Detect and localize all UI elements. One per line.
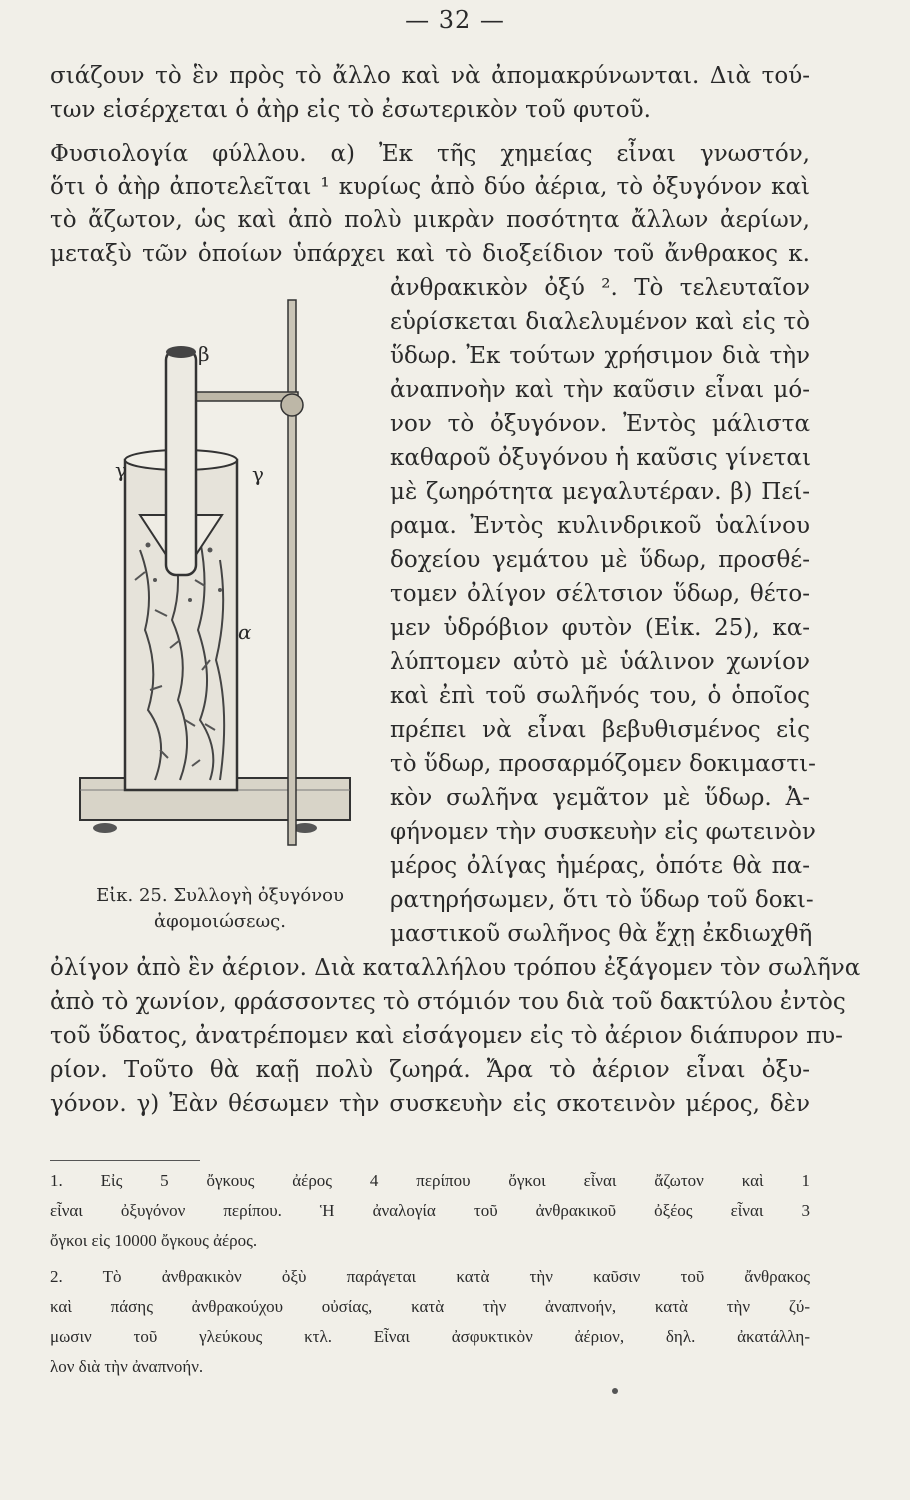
text-line: Φυσιολογία φύλλου. α) Ἐκ τῆς χημείας εἶναι γνωστόν, <box>50 141 810 167</box>
footnote-line: 1. Εἰς 5 ὄγκους ἀέρος 4 περίπου ὄγκοι εἶναι ἄζωτον καὶ 1 <box>50 1171 810 1190</box>
text-line: ὅτι ὁ ἀὴρ ἀποτελεῖται ¹ κυρίως ἀπὸ δύο ἀέρια, τὸ ὀξυγόνον καὶ <box>50 174 810 200</box>
text-line: εὑρίσκεται διαλελυμένον καὶ εἰς τὸ <box>390 309 810 335</box>
text-line: τὸ ὕδωρ, προσαρμόζομεν δοκιμαστι- <box>390 751 816 777</box>
text-line: καὶ ἐπὶ τοῦ σωλῆνός του, ὁ ὁποῖος <box>390 683 810 709</box>
text-line: κὸν σωλῆνα γεμᾶτον μὲ ὕδωρ. Ἀ- <box>390 785 810 811</box>
footnote-line: εἶναι ὀξυγόνον περίπου. Ἡ ἀναλογία τοῦ ἀνθρακικοῦ ὀξέος εἶναι 3 <box>50 1201 810 1220</box>
text-line: τὸ ἄζωτον, ὡς καὶ ἀπὸ πολὺ μικρὰν ποσότητα ἄλλων ἀερίων, <box>50 207 810 233</box>
text-line: ἀνθρακικὸν ὀξύ ². Τὸ τελευταῖον <box>390 275 810 301</box>
text-line: ὕδωρ. Ἐκ τούτων χρήσιμον διὰ τὴν <box>390 343 810 369</box>
text-line: ἀπὸ τὸ χωνίον, φράσσοντες τὸ στόμιόν του διὰ τοῦ δακτύλου ἐντὸς <box>50 989 846 1015</box>
text-line: πρέπει νὰ εἶναι βεβυθισμένος εἰς <box>390 717 810 743</box>
stand-rod <box>288 300 296 845</box>
footnote-line: 2. Τὸ ἀνθρακικὸν ὀξὺ παράγεται κατὰ τὴν καῦσιν τοῦ ἄνθρακος <box>50 1267 810 1286</box>
label-a: α <box>238 620 252 644</box>
figure-caption: ἀφομοιώσεως. <box>154 911 286 932</box>
text-line: τοῦ ὕδατος, ἀνατρέπομεν καὶ εἰσάγομεν εἰς τὸ ἀέριον διάπυρον πυ- <box>50 1023 843 1049</box>
test-tube <box>166 350 196 575</box>
tube-opening <box>166 346 196 358</box>
label-g-right: γ <box>252 462 264 486</box>
text-line: μεν ὑδρόβιον φυτὸν (Εἰκ. 25), κα- <box>390 615 810 641</box>
print-speck <box>612 1388 618 1394</box>
footnote-line: μωσιν τοῦ γλεύκους κτλ. Εἶναι ἀσφυκτικὸν ἀέριον, δηλ. ἀκατάλλη- <box>50 1327 810 1346</box>
text-line: λύπτομεν αὐτὸ μὲ ὑάλινον χωνίον <box>390 649 810 675</box>
oxygen-apparatus-figure <box>60 280 380 880</box>
text-line: μαστικοῦ σωλῆνος θὰ ἔχῃ ἐκδιωχθῆ <box>390 921 813 947</box>
text-line: σιάζουν τὸ ἓν πρὸς τὸ ἄλλο καὶ νὰ ἀπομακρύνωνται. Διὰ τού- <box>50 63 810 89</box>
text-line: δοχείου γεμάτου μὲ ὕδωρ, προσθέ- <box>390 547 810 573</box>
text-line: τομεν ὀλίγον σέλτσιον ὕδωρ, θέτο- <box>390 581 810 607</box>
footnote-line: ὄγκοι εἰς 10000 ὄγκους ἀέρος. <box>50 1231 258 1250</box>
text-line: μέρος ὀλίγας ἡμέρας, ὁπότε θὰ πα- <box>390 853 810 879</box>
text-line: μὲ ζωηρότητα μεγαλυτέραν. β) Πεί- <box>390 479 810 505</box>
footnote-rule <box>50 1160 200 1161</box>
text-line: μεταξὺ τῶν ὁποίων ὑπάρχει καὶ τὸ διοξείδιον τοῦ ἄνθρακος κ. <box>50 241 810 267</box>
text-line: νον τὸ ὀξυγόνον. Ἐντὸς μάλιστα <box>390 411 810 437</box>
foot <box>93 823 117 833</box>
text-line: ὀλίγον ἀπὸ ἓν ἀέριον. Διὰ καταλλήλου τρόπου ἐξάγομεν τὸν σωλῆνα <box>50 955 861 981</box>
figure-caption: Εἰκ. 25. Συλλογὴ ὀξυγόνου <box>96 885 344 906</box>
clamp-screw <box>281 394 303 416</box>
page-number: — 32 — <box>405 6 505 34</box>
text-line: ραμα. Ἐντὸς κυλινδρικοῦ ὑαλίνου <box>390 513 810 539</box>
label-b: β <box>198 342 210 366</box>
footnote-line: λον διὰ τὴν ἀναπνοήν. <box>50 1357 204 1376</box>
text-line: ἀναπνοὴν καὶ τὴν καῦσιν εἶναι μό- <box>390 377 810 403</box>
footnote-line: καὶ πάσης ἀνθρακούχου οὐσίας, κατὰ τὴν ἀναπνοήν, κατὰ τὴν ζύ- <box>50 1297 810 1316</box>
label-g-left: γ <box>115 458 127 482</box>
text-line: καθαροῦ ὀξυγόνου ἡ καῦσις γίνεται <box>390 445 811 471</box>
text-line: ρίον. Τοῦτο θὰ καῇ πολὺ ζωηρά. Ἄρα τὸ ἀέριον εἶναι ὀξυ- <box>50 1057 810 1083</box>
text-line: ρατηρήσωμεν, ὅτι τὸ ὕδωρ τοῦ δοκι- <box>390 887 814 913</box>
text-line: γόνον. γ) Ἐὰν θέσωμεν τὴν συσκευὴν εἰς σκοτεινὸν μέρος, δὲν <box>50 1091 810 1117</box>
apparatus-illustration <box>60 280 380 880</box>
text-line: φήνομεν τὴν συσκευὴν εἰς φωτεινὸν <box>390 819 816 845</box>
text-line: των εἰσέρχεται ὁ ἀὴρ εἰς τὸ ἐσωτερικὸν τοῦ φυτοῦ. <box>50 97 651 123</box>
